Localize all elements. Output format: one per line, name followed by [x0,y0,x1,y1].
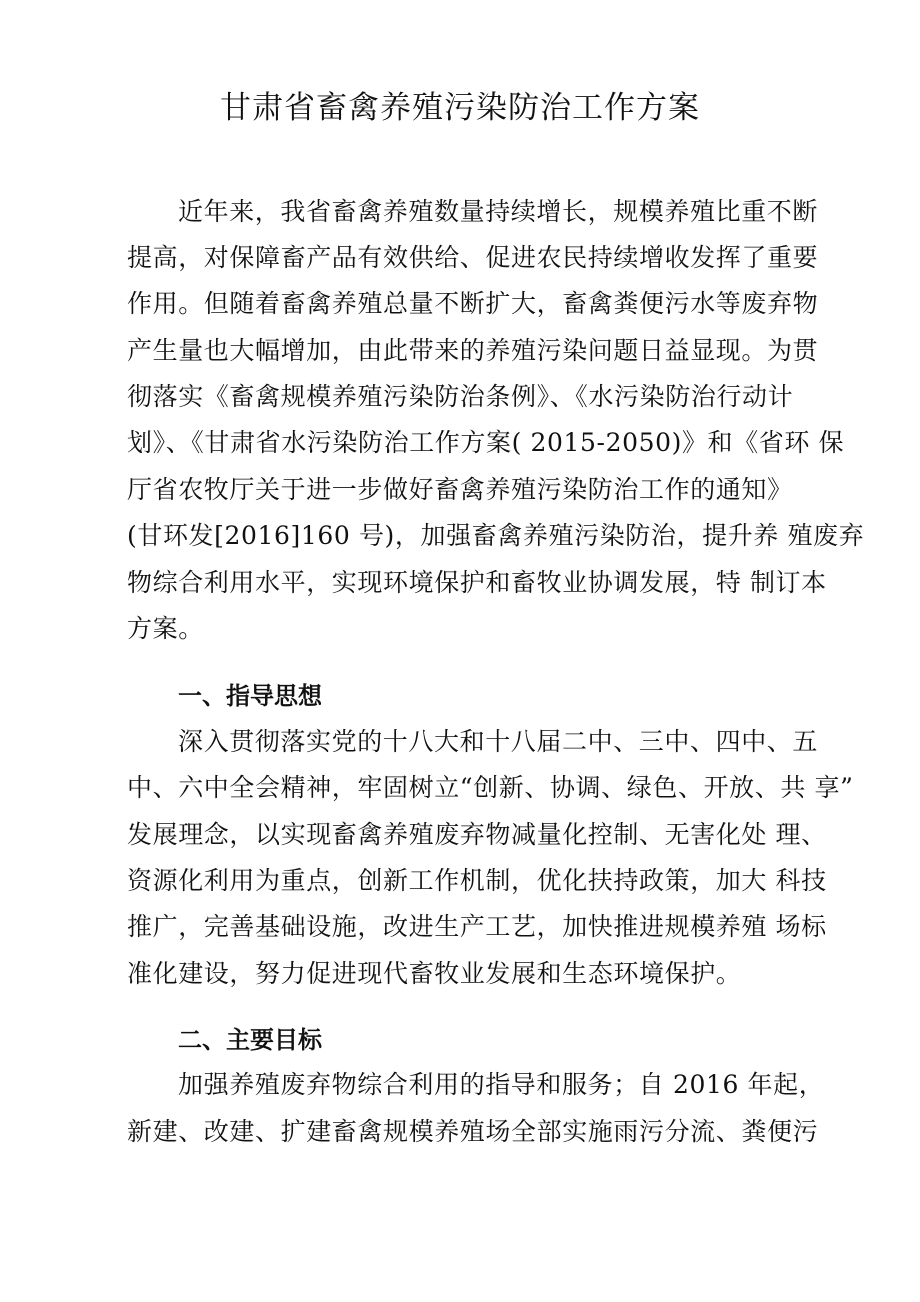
document-title: 甘肃省畜禽养殖污染防治工作方案 [220,90,700,126]
paragraph-line: 物综合利用水平，实现环境保护和畜牧业协调发展，特 制订本 [127,568,827,597]
paragraph-line: 深入贯彻落实党的十八大和十八届二中、三中、四中、五 [178,727,819,756]
paragraph-line: 彻落实《畜禽规模养殖污染防治条例》、《水污染防治行动计 [127,382,794,411]
paragraph-line: 推广，完善基础设施，改进生产工艺，加快推进规模养殖 场标 [127,912,827,941]
paragraph-line: 资源化利用为重点，创新工作机制，优化扶持政策，加大 科技 [127,866,827,895]
section-heading-guiding-thought: 一、指导思想 [178,682,322,710]
paragraph-line: 加强养殖废弃物综合利用的指导和服务；自 2016 年起， [178,1070,825,1099]
paragraph-line: 中、六中全会精神，牢固树立“创新、协调、绿色、开放、共 享” [127,773,854,802]
section-heading-main-goals: 二、主要目标 [178,1026,322,1054]
paragraph-line: (甘环发[2016]160 号)，加强畜禽养殖污染防治，提升养 殖废弃 [127,521,865,550]
paragraph-line: 近年来，我省畜禽养殖数量持续增长，规模养殖比重不断 [178,197,819,226]
paragraph-line: 发展理念，以实现畜禽养殖废弃物减量化控制、无害化处 理、 [127,820,827,849]
paragraph-line: 厅省农牧厅关于进一步做好畜禽养殖污染防治工作的通知》 [127,475,793,504]
paragraph-line: 产生量也大幅增加，由此带来的养殖污染问题日益显现。为贯 [127,336,819,365]
paragraph-line: 新建、改建、扩建畜禽规模养殖场全部实施雨污分流、粪便污 [127,1117,819,1146]
paragraph-line: 作用。但随着畜禽养殖总量不断扩大，畜禽粪便污水等废弃物 [127,289,819,318]
paragraph-line: 方案。 [127,614,204,643]
paragraph-line: 提高，对保障畜产品有效供给、促进农民持续增收发挥了重要 [127,243,819,272]
paragraph-line: 划》、《甘肃省水污染防治工作方案( 2015-2050)》和《省环 保 [127,428,845,457]
paragraph-line: 准化建设，努力促进现代畜牧业发展和生态环境保护。 [127,959,742,988]
